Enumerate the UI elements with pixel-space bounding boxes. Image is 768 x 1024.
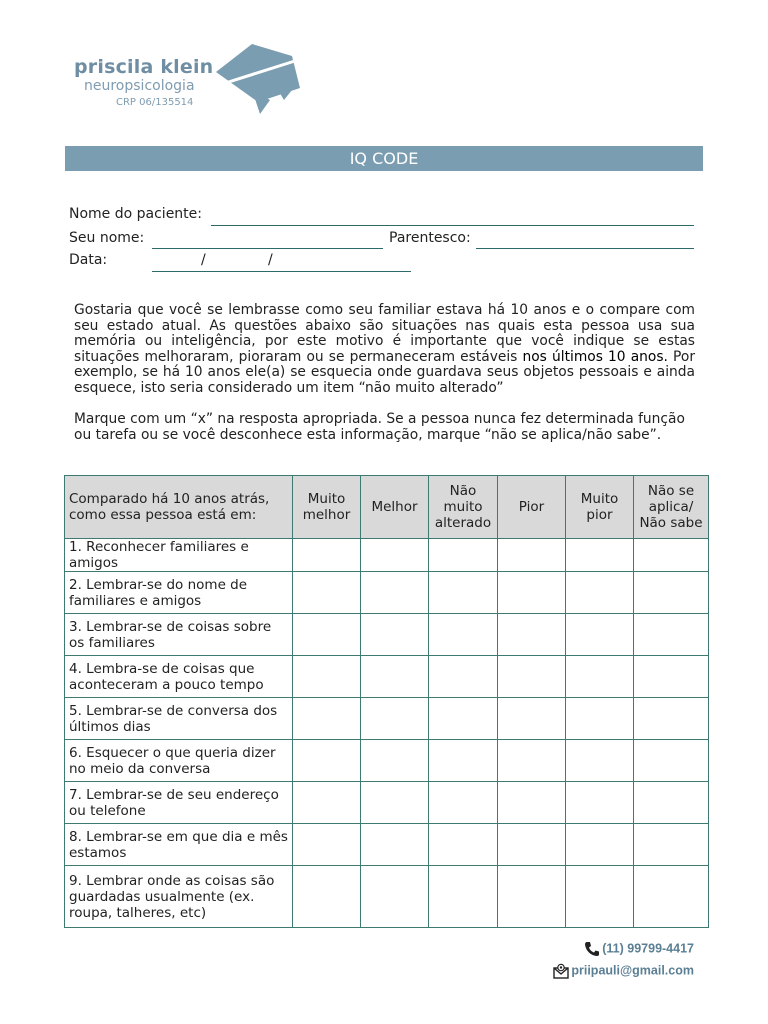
question-cell: 2. Lembrar-se do nome de familiares e amigos [65, 572, 293, 614]
question-cell: 4. Lembra-se de coisas que aconteceram a pouco tempo [65, 656, 293, 698]
header-question: Comparado há 10 anos atrás, como essa pessoa está em: [65, 476, 293, 539]
answer-cell[interactable] [634, 656, 709, 698]
patient-name-label: Nome do paciente: [69, 206, 202, 222]
date-separator: / [268, 252, 273, 268]
answer-cell[interactable] [566, 614, 634, 656]
table-row [65, 782, 709, 824]
answer-cell[interactable] [293, 782, 361, 824]
intro-text-part2: Por exemplo, se há 10 anos ele(a) se esquecia onde guardava seus objetos pessoais e ainda esquece, isto seria considerado um item “não muito alterado” [74, 348, 695, 396]
header-nao-muito-alterado: Não muito alterado [429, 476, 498, 539]
answer-cell[interactable] [498, 866, 566, 928]
phone-icon [584, 941, 600, 957]
answer-cell[interactable] [429, 740, 498, 782]
table-row [65, 740, 709, 782]
relation-field[interactable] [476, 248, 694, 249]
answer-cell[interactable] [498, 656, 566, 698]
header-pior: Pior [498, 476, 566, 539]
header-melhor: Melhor [361, 476, 429, 539]
answer-cell[interactable] [498, 614, 566, 656]
instructions-paragraph: Marque com um “x” na resposta apropriada. Se a pessoa nunca fez determinada função ou tarefa ou se você desconhece esta informação, marque “não se aplica/não sabe”. [74, 411, 685, 443]
header-nao-se-aplica: Não se aplica/ Não sabe [634, 476, 709, 539]
table-row [65, 614, 709, 656]
answer-cell[interactable] [634, 782, 709, 824]
answer-cell[interactable] [293, 866, 361, 928]
answer-cell[interactable] [566, 740, 634, 782]
answer-cell[interactable] [361, 782, 429, 824]
table-header-row [65, 476, 709, 539]
your-name-label: Seu nome: [69, 230, 145, 246]
answer-cell[interactable] [634, 572, 709, 614]
table-row [65, 824, 709, 866]
phone-number[interactable]: (11) 99799-4417 [602, 941, 694, 956]
answer-cell[interactable] [429, 656, 498, 698]
date-separator: / [201, 252, 206, 268]
answer-cell[interactable] [429, 698, 498, 740]
answer-cell[interactable] [361, 614, 429, 656]
answer-cell[interactable] [498, 539, 566, 572]
email-icon [553, 963, 569, 979]
table-row [65, 656, 709, 698]
table-row [65, 572, 709, 614]
answer-cell[interactable] [634, 824, 709, 866]
response-table [64, 475, 709, 928]
question-cell: 3. Lembrar-se de coisas sobre os familiares [65, 614, 293, 656]
logo-name: priscila klein [74, 56, 214, 78]
table-row [65, 698, 709, 740]
relation-label: Parentesco: [389, 230, 471, 246]
answer-cell[interactable] [566, 539, 634, 572]
answer-cell[interactable] [361, 824, 429, 866]
answer-cell[interactable] [293, 740, 361, 782]
question-cell: 6. Esquecer o que queria dizer no meio da conversa [65, 740, 293, 782]
answer-cell[interactable] [361, 656, 429, 698]
answer-cell[interactable] [498, 572, 566, 614]
answer-cell[interactable] [566, 698, 634, 740]
date-label: Data: [69, 252, 108, 268]
answer-cell[interactable] [566, 656, 634, 698]
answer-cell[interactable] [429, 614, 498, 656]
table-row [65, 866, 709, 928]
question-cell: 1. Reconhecer familiares e amigos [65, 539, 293, 572]
brand-logo [74, 42, 314, 122]
answer-cell[interactable] [634, 539, 709, 572]
contact-email [553, 963, 694, 979]
answer-cell[interactable] [429, 539, 498, 572]
answer-cell[interactable] [293, 824, 361, 866]
email-address[interactable]: priipauli@gmail.com [571, 963, 694, 978]
answer-cell[interactable] [634, 614, 709, 656]
answer-cell[interactable] [498, 740, 566, 782]
answer-cell[interactable] [361, 698, 429, 740]
form-title: IQ CODE [65, 146, 703, 171]
answer-cell[interactable] [361, 740, 429, 782]
answer-cell[interactable] [429, 572, 498, 614]
answer-cell[interactable] [634, 740, 709, 782]
answer-cell[interactable] [361, 539, 429, 572]
patient-name-field[interactable] [211, 225, 694, 226]
logo-crp: CRP 06/135514 [116, 97, 194, 108]
your-name-field[interactable] [152, 248, 383, 249]
answer-cell[interactable] [498, 698, 566, 740]
answer-cell[interactable] [429, 782, 498, 824]
table-row [65, 539, 709, 572]
answer-cell[interactable] [498, 782, 566, 824]
answer-cell[interactable] [361, 572, 429, 614]
answer-cell[interactable] [566, 824, 634, 866]
intro-paragraph [74, 303, 695, 396]
answer-cell[interactable] [361, 866, 429, 928]
header-muito-pior: Muito pior [566, 476, 634, 539]
question-cell: 5. Lembrar-se de conversa dos últimos dias [65, 698, 293, 740]
answer-cell[interactable] [566, 782, 634, 824]
answer-cell[interactable] [498, 824, 566, 866]
question-cell: 8. Lembrar-se em que dia e mês estamos [65, 824, 293, 866]
answer-cell[interactable] [429, 866, 498, 928]
answer-cell[interactable] [293, 539, 361, 572]
answer-cell[interactable] [429, 824, 498, 866]
answer-cell[interactable] [566, 866, 634, 928]
answer-cell[interactable] [566, 572, 634, 614]
answer-cell[interactable] [293, 572, 361, 614]
logo-mark-icon [212, 42, 302, 114]
answer-cell[interactable] [293, 614, 361, 656]
logo-subtitle: neuropsicologia [84, 78, 195, 94]
answer-cell[interactable] [293, 656, 361, 698]
intro-text-part1: Gostaria que você se lembrasse como seu familiar estava há 10 anos e o compare com seu estado atual. As questões abaixo são situações nas quais esta pessoa usa sua memória ou inteligência, por este motivo é importante que você indique se estas situações melhoraram, pioraram ou se permaneceram estáveis [74, 302, 695, 365]
intro-emphasis: nos últimos 10 anos. [522, 348, 668, 365]
answer-cell[interactable] [634, 866, 709, 928]
date-field[interactable] [152, 271, 411, 272]
question-cell: 9. Lembrar onde as coisas são guardadas usualmente (ex. roupa, talheres, etc) [65, 866, 293, 928]
header-muito-melhor: Muito melhor [293, 476, 361, 539]
question-cell: 7. Lembrar-se de seu endereço ou telefone [65, 782, 293, 824]
answer-cell[interactable] [634, 698, 709, 740]
answer-cell[interactable] [293, 698, 361, 740]
contact-phone [584, 941, 694, 957]
